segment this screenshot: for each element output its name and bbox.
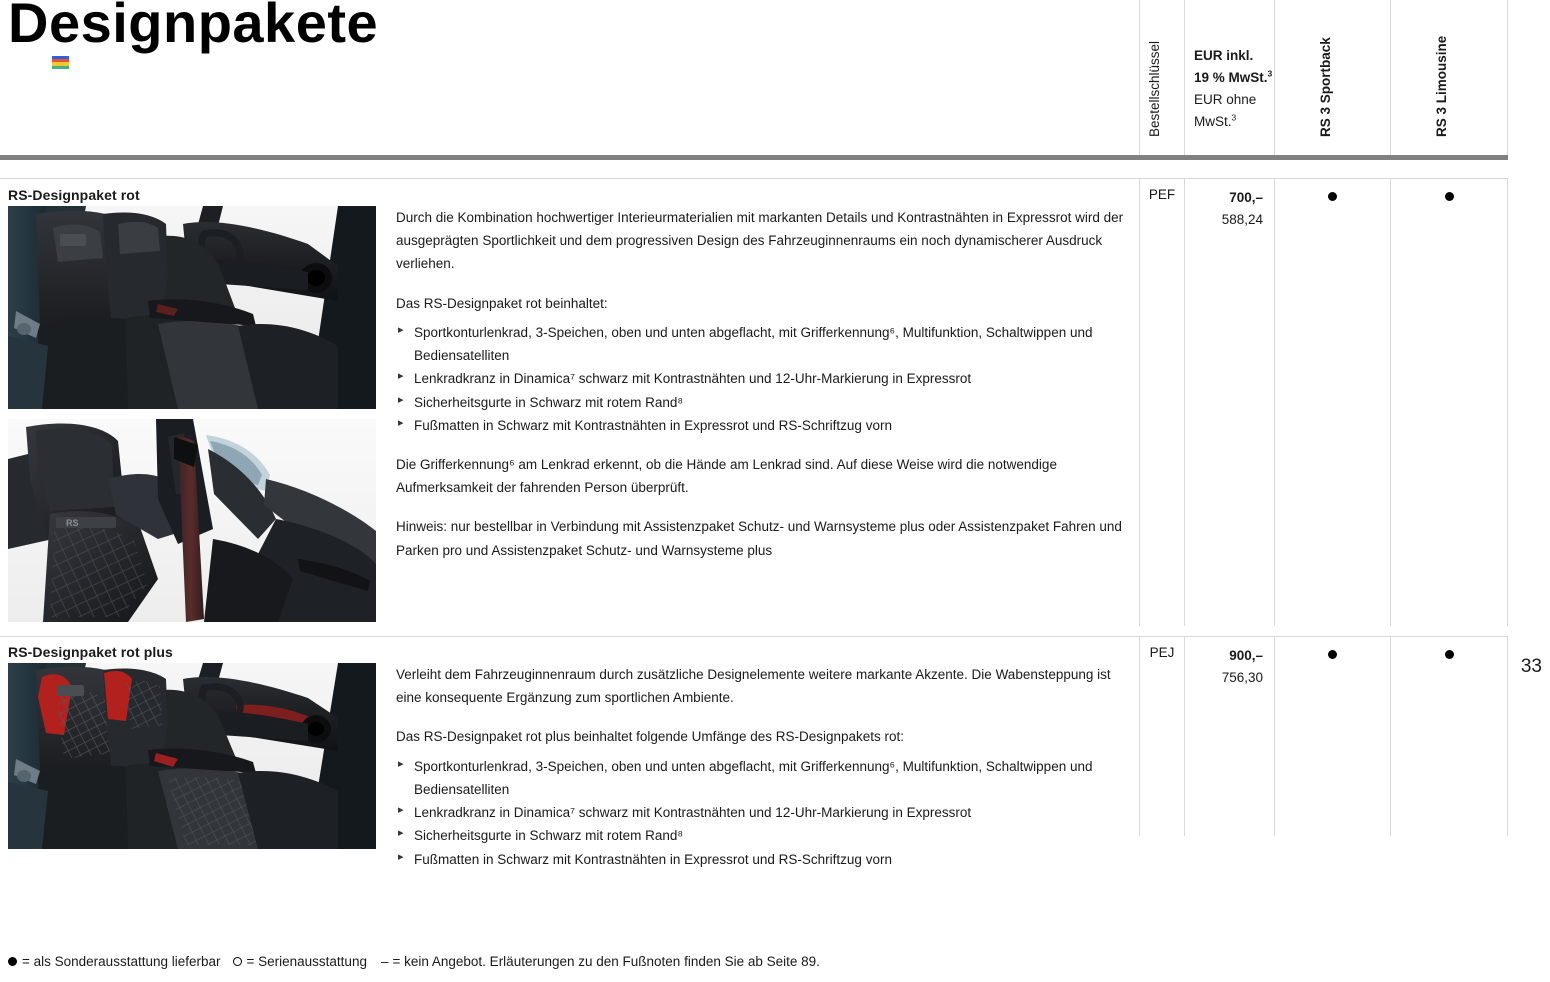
cell-order-key (1139, 179, 1184, 626)
legend-dot-icon (8, 957, 17, 966)
cell-availability-limousine (1390, 637, 1508, 836)
cell-availability-limousine (1390, 179, 1508, 626)
availability-dot-icon (1328, 650, 1337, 659)
feature-list (396, 321, 1134, 437)
row-description (396, 663, 1134, 871)
header-price-gross-line1: EUR inkl. (1194, 48, 1254, 63)
rs3-interior-seat-belt-detail-illustration (8, 419, 376, 622)
order-key-value: PEF (1148, 187, 1176, 202)
header-price-net-line2: MwSt. (1194, 113, 1232, 129)
legend (8, 954, 820, 969)
availability-dot-icon (1328, 192, 1337, 201)
price-gross-value: 700,– (1229, 190, 1263, 205)
legend-circle-text: = Serienausstattung (246, 954, 367, 969)
table-row (0, 636, 1508, 867)
list-item: ▸ Lenkradkranz in Dinamica⁷ schwarz mit Kontrastnähten und 12-Uhr-Markierung in Expressrot (396, 367, 1134, 390)
order-key-value: PEJ (1149, 645, 1175, 660)
description-includes-label: Das RS-Designpaket rot beinhaltet: (396, 295, 608, 311)
description-note-hint: Hinweis: nur bestellbar in Verbindung mit Assistenzpaket Schutz- und Warnsysteme plus oder Assistenzpaket Fahren und Parken pro und Assistenzpaket Schutz- und Warnsysteme plus (396, 519, 1122, 558)
page-number: 33 (1520, 656, 1542, 677)
row-description (396, 206, 1134, 578)
feature-list (396, 755, 1134, 871)
list-item: ▸ Sicherheitsgurte in Schwarz mit rotem Rand⁸ (396, 824, 1134, 847)
availability-dot-icon (1445, 192, 1454, 201)
description-intro: Durch die Kombination hochwertiger Interieurmaterialien mit markanten Details und Kontrastnähten in Expressrot wird der ausgeprägten Sportlichkeit und dem progressiven Design des Fahrzeuginnenraums ein noch dynamischerer Ausdruck verliehen. (396, 210, 1124, 272)
product-image-interior-black (8, 206, 376, 409)
header-price-net-line1: EUR ohne (1194, 91, 1257, 107)
list-item: ▸ Sportkonturlenkrad, 3-Speichen, oben und unten abgeflacht, mit Grifferkennung⁶, Multifunktion, Schaltwippen und Bediensatelliten (396, 755, 1134, 801)
legend-dot-text: = als Sonderausstattung lieferbar (22, 954, 221, 969)
svg-text:RS: RS (66, 518, 79, 528)
rs3-interior-front-seats-black-illustration (8, 206, 376, 409)
legend-dash-icon: – (380, 954, 389, 969)
list-item: ▸ Fußmatten in Schwarz mit Kontrastnähten in Expressrot und RS-Schriftzug vorn (396, 848, 1134, 871)
header-price-gross-line2: 19 % MwSt. (1194, 69, 1268, 85)
row-title: RS-Designpaket rot (8, 187, 140, 203)
header-order-key (1139, 0, 1184, 155)
list-item: ▸ Sportkonturlenkrad, 3-Speichen, oben und unten abgeflacht, mit Grifferkennung⁶, Multifunktion, Schaltwippen und Bediensatelliten (396, 321, 1134, 367)
cell-availability-sportback (1274, 179, 1390, 626)
price-gross-value: 900,– (1229, 648, 1263, 663)
rs3-interior-front-seats-red-accents-illustration (8, 663, 376, 849)
availability-dot-icon (1445, 650, 1454, 659)
header-rs3-sportback (1274, 0, 1390, 155)
list-item: ▸ Lenkradkranz in Dinamica⁷ schwarz mit Kontrastnähten und 12-Uhr-Markierung in Expressrot (396, 801, 1134, 824)
row-title: RS-Designpaket rot plus (8, 644, 173, 660)
header-price (1184, 0, 1274, 155)
header-rs3-limousine (1390, 0, 1508, 155)
description-note-grip: Die Grifferkennung⁶ am Lenkrad erkennt, ob die Hände am Lenkrad sind. Auf diese Weise wird die notwendige Aufmerksamkeit der fahrenden Person überprüft. (396, 456, 1057, 496)
list-item: ▸ Sicherheitsgurte in Schwarz mit rotem Rand⁸ (396, 391, 1134, 414)
product-image-interior-red (8, 663, 376, 849)
list-item: ▸ Fußmatten in Schwarz mit Kontrastnähten in Expressrot und RS-Schriftzug vorn (396, 414, 1134, 437)
footnote-ref-3b: 3 (1231, 112, 1237, 123)
page-title: Designpakete (8, 0, 379, 54)
header-order-key-label: Bestellschlüssel (1147, 40, 1162, 137)
product-image-seatbelt-detail (8, 419, 376, 622)
header-divider (0, 155, 1508, 160)
price-net-value: 756,30 (1221, 669, 1263, 685)
description-intro: Verleiht dem Fahrzeuginnenraum durch zusätzliche Designelemente weitere markante Akzente. Die Wabensteppung ist eine konsequente Ergänzung zum sportlichen Ambiente. (396, 667, 1111, 706)
table-header-row (0, 0, 1508, 155)
header-rs3-sportback-label: RS 3 Sportback (1317, 37, 1333, 137)
price-net-value: 588,24 (1221, 211, 1263, 227)
header-rs3-limousine-label: RS 3 Limousine (1434, 35, 1449, 137)
cell-price (1184, 637, 1274, 836)
description-includes-label: Das RS-Designpaket rot plus beinhaltet folgende Umfänge des RS-Designpakets rot: (396, 729, 905, 745)
footnote-ref-3a: 3 (1267, 68, 1273, 79)
legend-circle-icon (233, 957, 242, 966)
cell-availability-sportback (1274, 637, 1390, 836)
cell-price (1184, 179, 1274, 626)
legend-dash-text: = kein Angebot. Erläuterungen zu den Fußnoten finden Sie ab Seite 89. (392, 954, 820, 969)
table-row (0, 178, 1508, 626)
cell-order-key (1139, 637, 1184, 836)
